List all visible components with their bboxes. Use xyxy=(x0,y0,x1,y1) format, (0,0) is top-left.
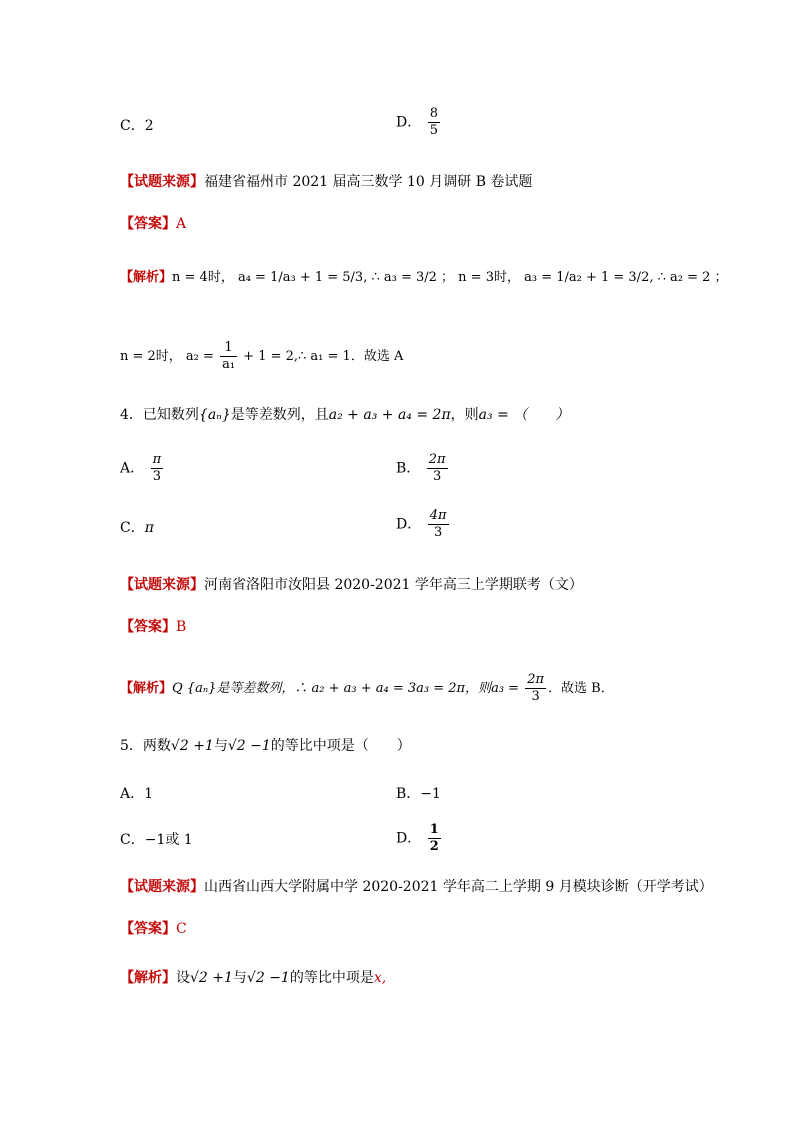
radical-expression: 2 +1 xyxy=(179,738,214,754)
source-tag: 【试题来源】 xyxy=(120,879,204,895)
analysis-tag: 【解析】 xyxy=(120,970,176,986)
fraction xyxy=(525,672,546,705)
option-value: 2 xyxy=(144,118,154,134)
q4-stem xyxy=(120,405,569,425)
numerator: 2π xyxy=(527,672,545,687)
analysis-text: n = 4时， a₄ = 1/a₃ + 1 = 5/3, ∴ a₃ = 3/2 ； n = 3时， a₃ = 1/a₂ + 1 = 3/2, ∴ a₂ = 2 ； xyxy=(172,270,728,285)
option-label: C． xyxy=(120,520,145,536)
q5-option-b xyxy=(396,784,441,804)
analysis-text: 的等比中项是 xyxy=(289,970,374,986)
numerator: 2π xyxy=(428,452,446,467)
radical-expression: 2 +1 xyxy=(198,970,233,986)
denominator: a₁ xyxy=(222,357,236,372)
numerator: 8 xyxy=(429,106,438,121)
source-text: 河南省洛阳市汝阳县 2020-2021 学年高三上学期联考（文） xyxy=(204,577,583,593)
fraction xyxy=(220,340,237,373)
stem-text: 4．已知数列 xyxy=(120,407,199,423)
denominator: 5 xyxy=(429,123,438,138)
fraction xyxy=(427,452,448,485)
denominator: 3 xyxy=(433,525,443,540)
fraction xyxy=(428,106,440,139)
stem-question: a₃ = （ ） xyxy=(478,407,570,423)
option-value: −1 xyxy=(420,786,441,802)
option-label: B． xyxy=(396,460,421,477)
q4-source xyxy=(120,575,583,595)
q4-option-c xyxy=(120,518,154,538)
radical-expression: 2 −1 xyxy=(236,738,271,754)
q4-analysis xyxy=(120,672,614,705)
option-label: C． xyxy=(120,832,145,848)
option-value: π xyxy=(144,520,154,536)
option-label: D． xyxy=(396,114,422,131)
stem-text: 5．两数 xyxy=(120,738,171,754)
q4-answer xyxy=(120,617,186,637)
sqrt-icon: √ xyxy=(170,738,180,754)
source-text: 福建省福州市 2021 届高三数学 10 月调研 B 卷试题 xyxy=(204,174,533,190)
q3-source xyxy=(120,172,532,192)
sqrt-icon: √ xyxy=(246,970,256,986)
source-text: 山西省山西大学附属中学 2020-2021 学年高二上学期 9 月模块诊断（开学考试） xyxy=(204,879,713,895)
numerator: 4π xyxy=(429,508,447,523)
q4-option-a xyxy=(120,452,165,485)
denominator: 3 xyxy=(152,469,161,484)
analysis-text: 与 xyxy=(232,970,247,986)
answer-tag: 【答案】 xyxy=(120,216,176,232)
q4-option-d xyxy=(396,508,451,541)
stem-equation: a₂ + a₃ + a₄ = 2π xyxy=(328,407,451,423)
answer-tag: 【答案】 xyxy=(120,921,176,937)
stem-text: ，则 xyxy=(450,407,479,423)
option-value: −1或 1 xyxy=(144,832,193,848)
option-label: D． xyxy=(396,516,422,533)
q5-answer xyxy=(120,919,187,939)
answer-text: A xyxy=(176,216,187,232)
sqrt-icon: √ xyxy=(190,970,199,986)
analysis-text: 设 xyxy=(176,970,190,986)
analysis-tag: 【解析】 xyxy=(120,270,173,285)
fraction xyxy=(428,508,449,541)
q5-option-d xyxy=(396,822,443,855)
stem-text: 的等比中项是（ ） xyxy=(270,738,411,754)
q3-option-c xyxy=(120,116,154,136)
analysis-equation: a₃ = xyxy=(491,681,520,696)
q5-source xyxy=(120,877,713,897)
stem-text: 是等差数列，且 xyxy=(230,407,329,423)
analysis-text: + 1 = 2,∴ a₁ = 1．故选 A xyxy=(243,349,404,364)
q5-analysis xyxy=(120,968,386,988)
fraction xyxy=(428,822,441,855)
q5-option-c xyxy=(120,830,193,850)
denominator: 2 xyxy=(429,839,439,854)
analysis-text: ．故选 B． xyxy=(548,681,614,696)
numerator: 1 xyxy=(220,340,237,357)
q3-answer xyxy=(120,214,186,234)
analysis-text: Q {aₙ}是等差数列，∴ a₂ + a₃ + a₄ = 3a₃ = 2π，则 xyxy=(172,681,492,696)
q3-option-d xyxy=(396,106,442,139)
option-label: B． xyxy=(396,786,421,802)
option-label: C． xyxy=(120,118,145,134)
radical-expression: 2 −1 xyxy=(255,970,290,986)
q4-option-b xyxy=(396,452,450,485)
numerator: π xyxy=(152,452,162,467)
variable: x, xyxy=(373,970,387,986)
option-label: D． xyxy=(396,830,422,847)
option-value: 1 xyxy=(144,786,154,802)
analysis-tag: 【解析】 xyxy=(120,681,173,696)
analysis-text: n = 2时， a₂ = xyxy=(120,349,219,364)
fraction xyxy=(151,452,164,485)
denominator: 3 xyxy=(433,469,442,484)
numerator: 1 xyxy=(429,822,439,837)
q5-option-a xyxy=(120,784,153,804)
q3-analysis-line2 xyxy=(120,340,403,373)
answer-text: C xyxy=(176,921,187,937)
q3-analysis-line1 xyxy=(120,268,728,288)
source-tag: 【试题来源】 xyxy=(120,577,204,593)
source-tag: 【试题来源】 xyxy=(120,174,204,190)
denominator: 3 xyxy=(531,689,540,704)
answer-tag: 【答案】 xyxy=(120,619,176,635)
q5-stem xyxy=(120,736,411,756)
sqrt-icon: √ xyxy=(227,738,237,754)
sequence-symbol: {aₙ} xyxy=(198,407,231,423)
stem-text: 与 xyxy=(213,738,228,754)
answer-text: B xyxy=(176,619,187,635)
option-label: A． xyxy=(120,460,145,477)
option-label: A． xyxy=(120,786,145,802)
